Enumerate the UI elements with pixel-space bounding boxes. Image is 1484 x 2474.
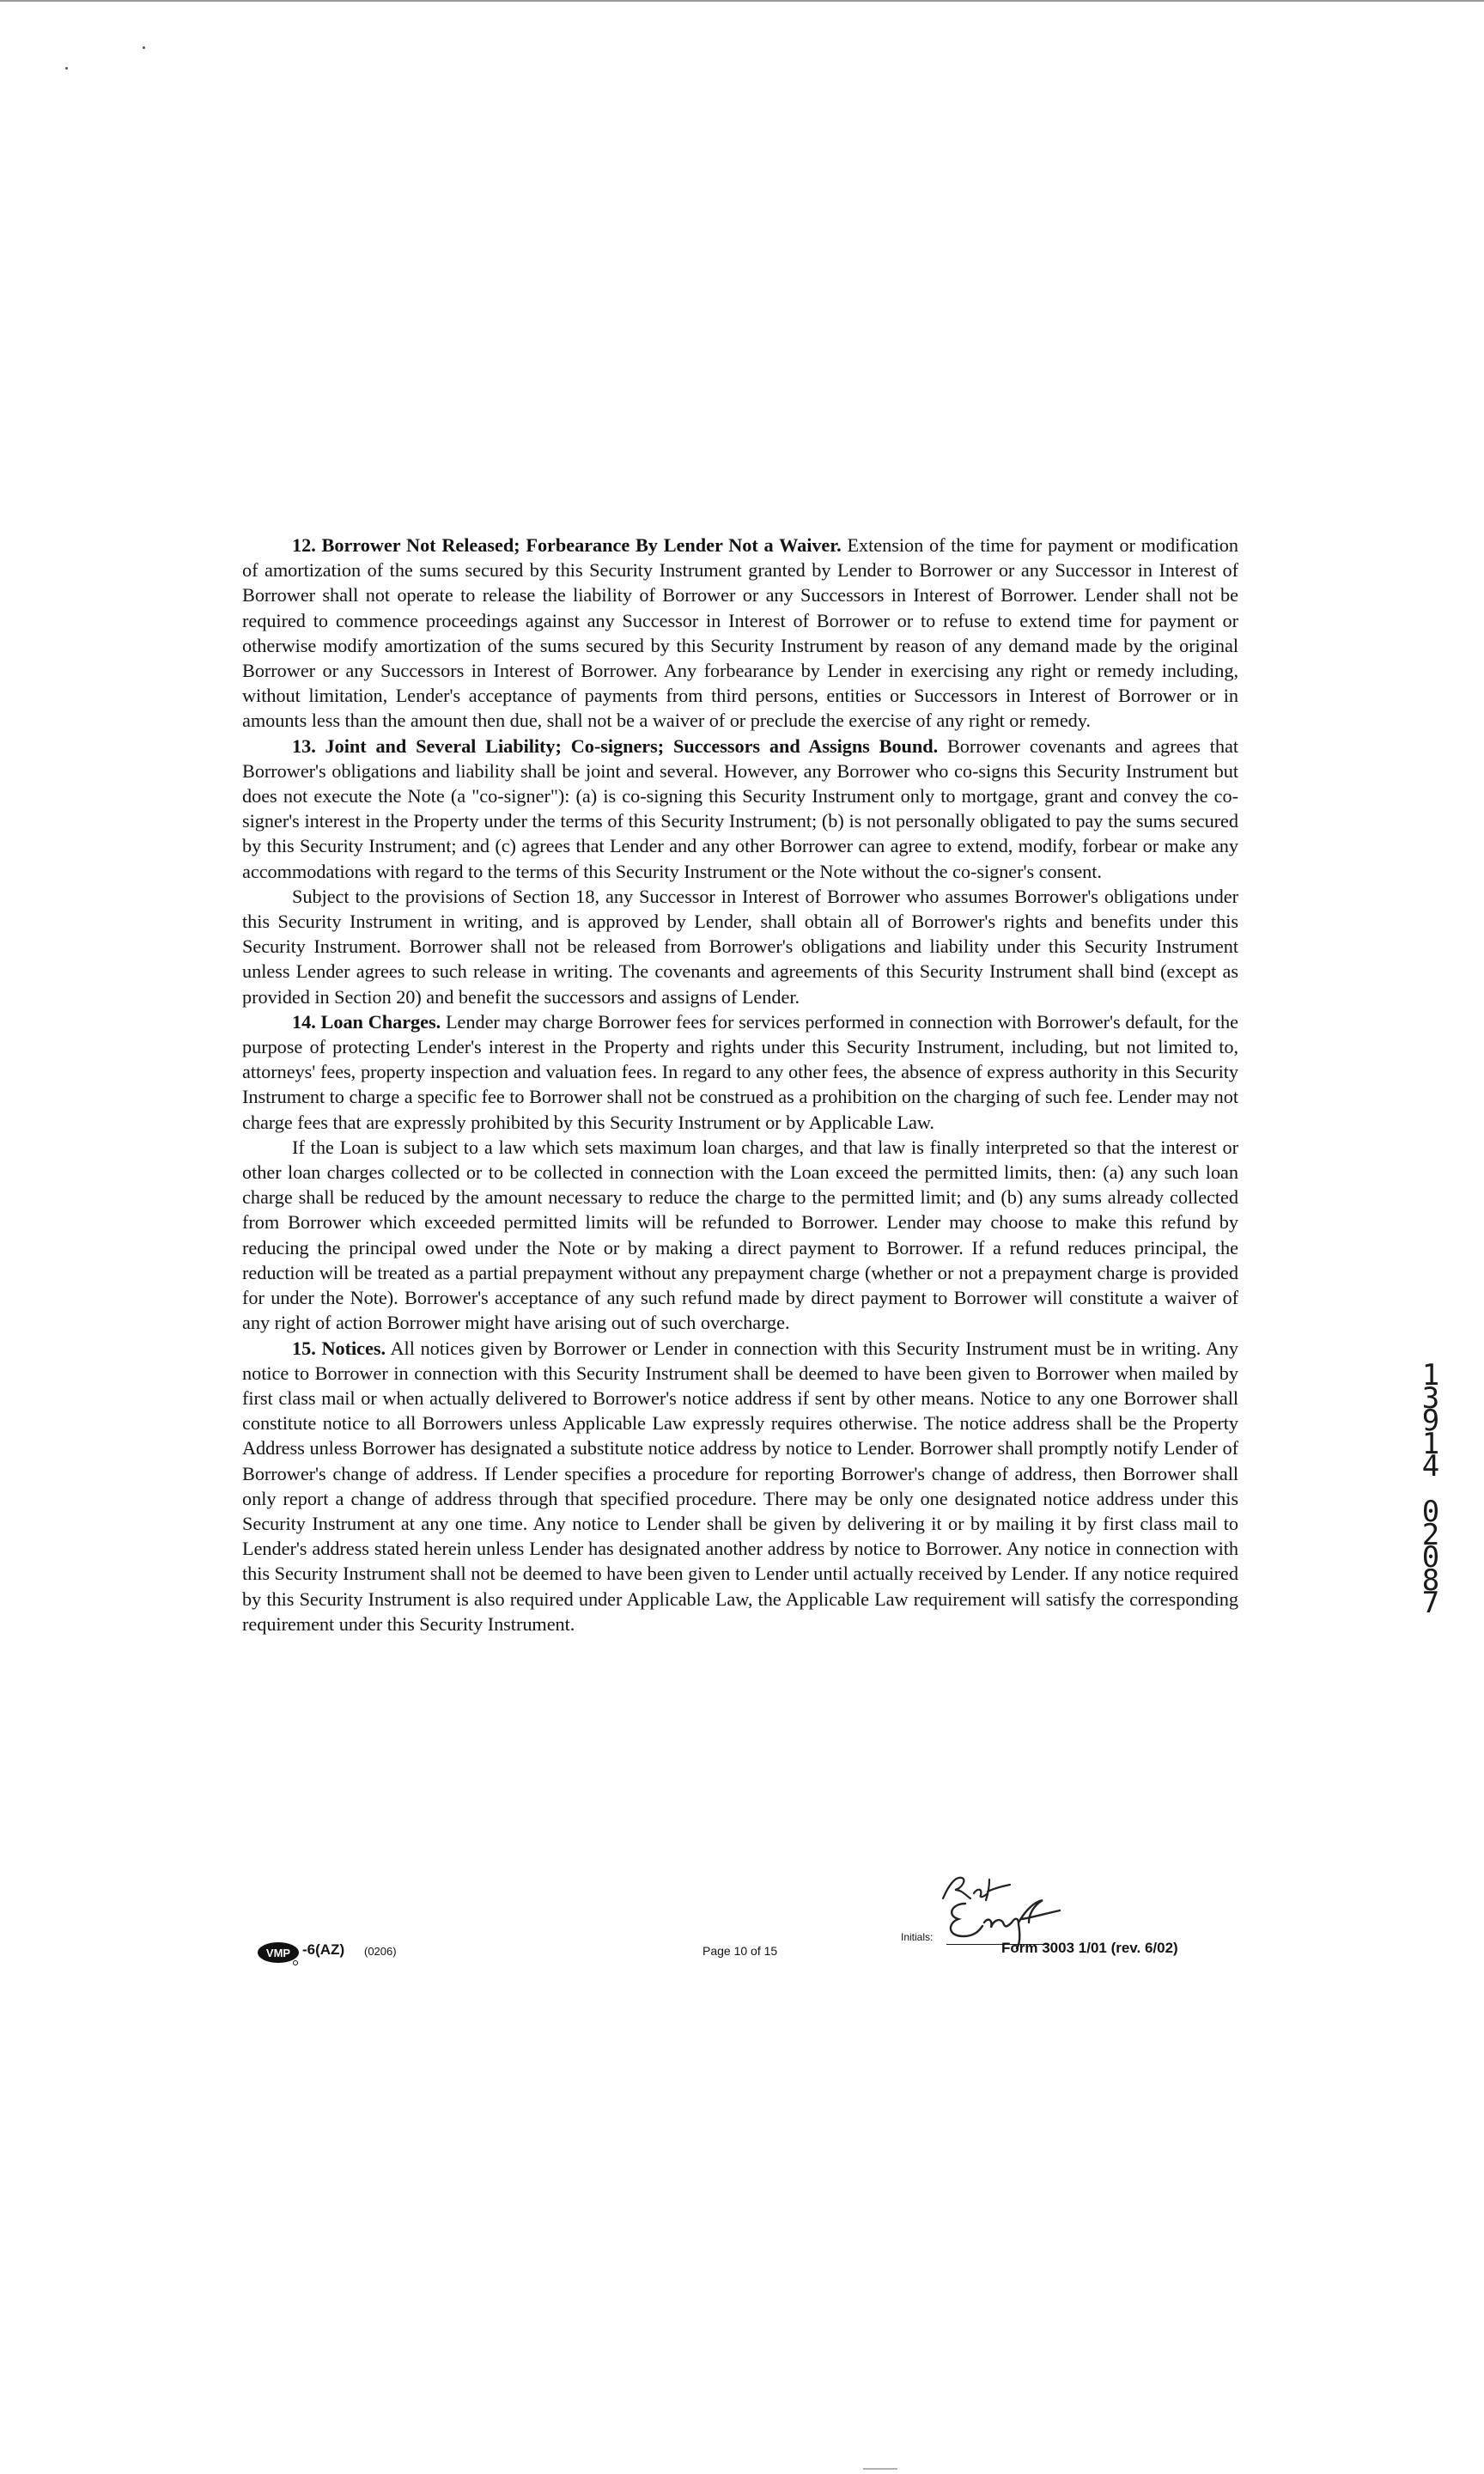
scan-top-edge [0, 0, 1484, 2]
section-text: Lender may charge Borrower fees for services performed in connection with Borrower's default, for the purpose of protecting Lender's interest in the Property and rights under this Security Instrument, including, but not limited to, attorneys' fees, property inspection and valuation fees. In regard to any other fees, the absence of express authority in this Security Instrument to charge a specific fee to Borrower shall not be construed as a prohibition on the charging of such fee. Lender may not charge fees that are expressly prohibited by this Security Instrument or by Applicable Law. [242, 1010, 1238, 1133]
section-13-paragraph-2 [242, 884, 1238, 1009]
section-13 [242, 734, 1238, 884]
form-code: -6(AZ) [302, 1941, 345, 1958]
section-15 [242, 1336, 1238, 1636]
form-date: (0206) [364, 1945, 397, 1958]
scan-speck [863, 2468, 897, 2470]
section-heading: 12. Borrower Not Released; Forbearance By Lender Not a Waiver. [292, 534, 842, 556]
vmp-logo-icon [256, 1941, 301, 1965]
section-text: Extension of the time for payment or modification of amortization of the sums secured by this Security Instrument granted by Lender to Borrower or any Successor in Interest of Borrower shall not operate to release the liability of Borrower or any Successors in Interest of Borrower. Lender shall not be required to commence proceedings against any Successor in Interest of Borrower or to refuse to extend time for payment or otherwise modify amortization of the sums secured by this Security Instrument by reason of any demand made by the original Borrower or any Successors in Interest of Borrower. Any forbearance by Lender in exercising any right or remedy including, without limitation, Lender's acceptance of payments from third persons, entities or Successors in Interest of Borrower or in amounts less than the amount then due, shall not be a waiver of or preclude the exercise of any right or remedy. [242, 534, 1238, 732]
section-heading: 14. Loan Charges. [292, 1010, 441, 1033]
section-heading: 13. Joint and Several Liability; Co-signers; Successors and Assigns Bound. [292, 734, 939, 757]
page-number: Page 10 of 15 [702, 1944, 778, 1958]
section-text: All notices given by Borrower or Lender in connection with this Security Instrument must be in writing. Any notice to Borrower in connection with this Security Instrument shall be deemed to have been given to Borrower when mailed by first class mail or when actually delivered to Borrower's notice address if sent by other means. Notice to any one Borrower shall constitute notice to all Borrowers unless Applicable Law expressly requires otherwise. The notice address shall be the Property Address unless Borrower has designated a substitute notice address by notice to Lender. Borrower shall promptly notify Lender of Borrower's change of address. If Lender specifies a procedure for reporting Borrower's change of address, then Borrower shall only report a change of address through that specified procedure. There may be only one designated notice address under this Security Instrument at any one time. Any notice to Lender shall be given by delivering it or by mailing it by first class mail to Lender's address stated herein unless Lender has designated another address by notice to Borrower. Any notice in connection with this Security Instrument shall not be deemed to have been given to Lender until actually received by Lender. If any notice required by this Security Instrument is also required under Applicable Law, the Applicable Law requirement will satisfy the corresponding requirement under this Security Instrument. [242, 1337, 1239, 1635]
recording-number-stamp: 1 3 9 1 4 0 2 0 8 7 [1421, 1358, 1440, 1620]
scan-speck [65, 67, 68, 70]
section-text: If the Loan is subject to a law which sets maximum loan charges, and that law is finally interpreted so that the interest or other loan charges collected or to be collected in connection with the Loan exceed the permitted limits, then: (a) any such loan charge shall be reduced by the amount necessary to reduce the charge to the permitted limit; and (b) any sums already collected from Borrower which exceeded permitted limits will be refunded to Borrower. Lender may choose to make this refund by reducing the principal owed under the Note or by making a direct payment to Borrower. If a refund reduces principal, the reduction will be treated as a partial prepayment without any prepayment charge (whether or not a prepayment charge is provided for under the Note). Borrower's acceptance of any such refund made by direct payment to Borrower will constitute a waiver of any right of action Borrower might have arising out of such overcharge. [242, 1136, 1238, 1334]
logo-text: VMP [265, 1947, 291, 1959]
initials-label: Initials: [901, 1931, 934, 1943]
section-text: Subject to the provisions of Section 18, any Successor in Interest of Borrower who assumes Borrower's obligations under this Security Instrument in writing, and is approved by Lender, shall obtain all of Borrower's rights and benefits under this Security Instrument. Borrower shall not be released from Borrower's obligations and liability under this Security Instrument unless Lender agrees to such release in writing. The covenants and agreements of this Security Instrument shall bind (except as provided in Section 20) and benefit the successors and assigns of Lender. [242, 885, 1238, 1008]
section-12 [242, 533, 1238, 734]
scan-speck [143, 46, 145, 49]
form-identifier: Form 3003 1/01 (rev. 6/02) [1001, 1940, 1178, 1956]
page-footer [242, 1890, 1238, 1993]
document-body [242, 533, 1238, 1636]
section-14 [242, 1009, 1238, 1135]
section-14-paragraph-2 [242, 1135, 1238, 1336]
section-text: Borrower covenants and agrees that Borrower's obligations and liability shall be joint and several. However, any Borrower who co-signs this Security Instrument but does not execute the Note (a "co-signer"): (a) is co-signing this Security Instrument only to mortgage, grant and convey the co-signer's interest in the Property under the terms of this Security Instrument; (b) is not personally obligated to pay the sums secured by this Security Instrument; and (c) agrees that Lender and any other Borrower can agree to extend, modify, forbear or make any accommodations with regard to the terms of this Security Instrument or the Note without the co-signer's consent. [242, 734, 1238, 882]
section-heading: 15. Notices. [292, 1337, 386, 1359]
